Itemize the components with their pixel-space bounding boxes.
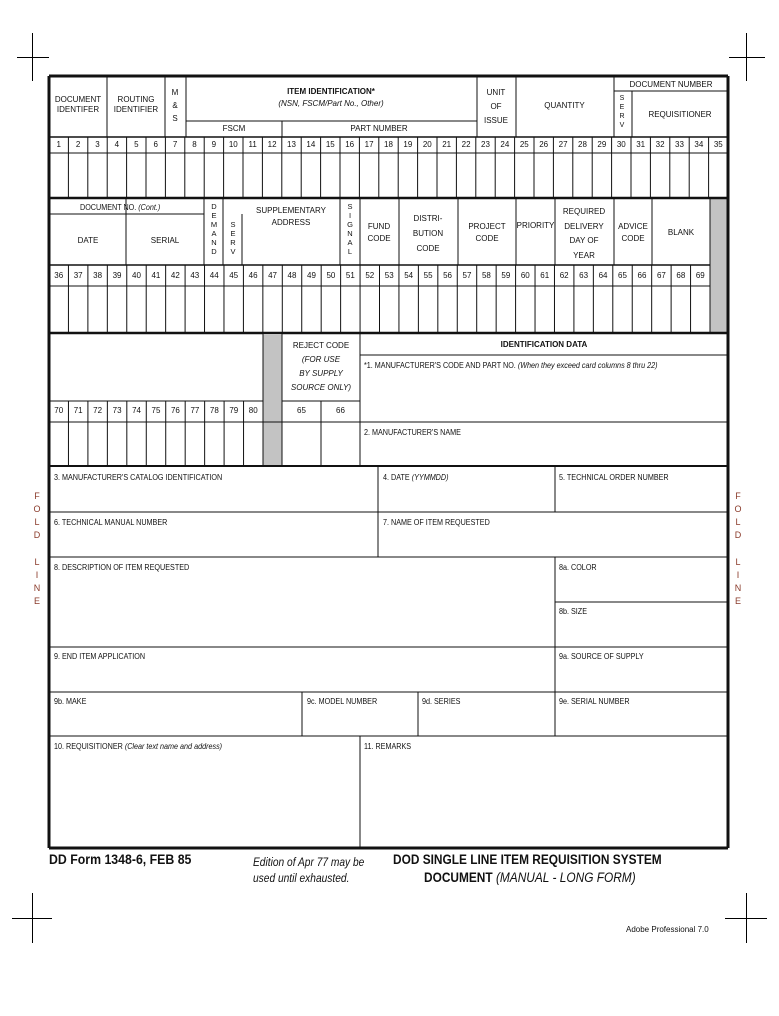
column-number: 62 bbox=[559, 271, 569, 280]
column-number: 29 bbox=[597, 140, 607, 149]
column-number: 45 bbox=[229, 271, 239, 280]
name-of-item-requested-label: 7. NAME OF ITEM REQUESTED bbox=[383, 518, 490, 527]
item-identification-header: ITEM IDENTIFICATION* bbox=[287, 87, 375, 96]
column-number: 11 bbox=[248, 140, 257, 149]
column-number: 19 bbox=[403, 140, 413, 149]
column-number: 6 bbox=[153, 140, 158, 149]
column-number: 44 bbox=[209, 271, 219, 280]
column-number: 43 bbox=[190, 271, 200, 280]
color-label: 8a. COLOR bbox=[559, 563, 597, 572]
model-number-label: 9c. MODEL NUMBER bbox=[307, 697, 378, 706]
column-number: 17 bbox=[364, 140, 374, 149]
column-number: 70 bbox=[54, 406, 64, 415]
identification-data-title: IDENTIFICATION DATA bbox=[500, 340, 588, 349]
left-line-label: L I N E bbox=[33, 557, 41, 606]
right-fold-label: F O L D bbox=[734, 491, 742, 540]
remarks-label: 11. REMARKS bbox=[364, 742, 412, 751]
column-number: 8 bbox=[192, 140, 197, 149]
description-of-item-label: 8. DESCRIPTION OF ITEM REQUESTED bbox=[54, 563, 190, 572]
catalog-identification-label: 3. MANUFACTURER'S CATALOG IDENTIFICATION bbox=[54, 473, 223, 482]
column-number: 21 bbox=[442, 140, 452, 149]
column-number: 33 bbox=[675, 140, 684, 149]
column-number: 5 bbox=[134, 140, 139, 149]
column-number: 51 bbox=[345, 271, 355, 280]
supplementary-address-header: SUPPLEMENTARY ADDRESS bbox=[256, 206, 326, 227]
project-code-header: PROJECT CODE bbox=[468, 222, 506, 243]
column-number: 3 bbox=[95, 140, 100, 149]
column-number: 34 bbox=[694, 140, 704, 149]
signal-header: S I G N A L bbox=[347, 202, 353, 256]
column-number: 76 bbox=[170, 406, 180, 415]
technical-manual-number-label: 6. TECHNICAL MANUAL NUMBER bbox=[54, 518, 168, 527]
column-number: 71 bbox=[73, 406, 83, 415]
requisitioner-label: 10. REQUISITIONER (Clear text name and address) bbox=[54, 742, 223, 751]
source-of-supply-label: 9a. SOURCE OF SUPPLY bbox=[559, 652, 644, 661]
column-number: 31 bbox=[636, 140, 646, 149]
serv-header-row2: S E R V bbox=[230, 220, 236, 256]
software-label: Adobe Professional 7.0 bbox=[626, 925, 709, 934]
column-number: 64 bbox=[598, 271, 608, 280]
advice-code-header: ADVICE CODE bbox=[618, 222, 648, 243]
size-label: 8b. SIZE bbox=[559, 607, 588, 616]
column-number: 68 bbox=[676, 271, 686, 280]
edition-note-line1: Edition of Apr 77 may be bbox=[253, 855, 365, 869]
distribution-code-header: DISTRI- BUTION CODE bbox=[412, 214, 444, 253]
column-number: 75 bbox=[151, 406, 161, 415]
column-number: 16 bbox=[345, 140, 355, 149]
form-id: DD Form 1348-6, FEB 85 bbox=[49, 851, 192, 867]
fund-code-header: FUND CODE bbox=[367, 222, 391, 243]
column-number: 50 bbox=[326, 271, 336, 280]
column-number: 25 bbox=[519, 140, 529, 149]
column-number: 79 bbox=[229, 406, 239, 415]
end-item-application-label: 9. END ITEM APPLICATION bbox=[54, 652, 146, 661]
column-number: 26 bbox=[539, 140, 549, 149]
column-number: 60 bbox=[520, 271, 530, 280]
fscm-header: FSCM bbox=[222, 124, 246, 133]
column-number: 38 bbox=[93, 271, 103, 280]
document-identifier-header: DOCUMENT IDENTIFER bbox=[54, 95, 102, 114]
column-number: 46 bbox=[248, 271, 258, 280]
edition-note-line2: used until exhausted. bbox=[253, 871, 350, 885]
column-number: 32 bbox=[655, 140, 665, 149]
blank-header: BLANK bbox=[667, 228, 695, 237]
required-delivery-header: REQUIRED DELIVERY DAY OF YEAR bbox=[562, 207, 606, 260]
column-number: 67 bbox=[656, 271, 666, 280]
column-number: 61 bbox=[540, 271, 550, 280]
column-number: 58 bbox=[481, 271, 491, 280]
column-number: 54 bbox=[404, 271, 414, 280]
column-number: 72 bbox=[93, 406, 103, 415]
column-number: 2 bbox=[75, 140, 81, 149]
form-title-line2 bbox=[424, 870, 636, 885]
column-number: 73 bbox=[112, 406, 122, 415]
routing-identifier-header: ROUTING IDENTIFIER bbox=[113, 95, 159, 114]
column-number: 74 bbox=[132, 406, 141, 415]
column-number: 65 bbox=[618, 271, 627, 280]
column-number: 22 bbox=[461, 140, 471, 149]
column-number: 80 bbox=[248, 406, 258, 415]
date-header: DATE bbox=[77, 236, 99, 245]
column-number: 1 bbox=[56, 140, 61, 149]
form-title-line1: DOD SINGLE LINE ITEM REQUISITION SYSTEM bbox=[393, 852, 662, 867]
serv-header-row1: S E R V bbox=[619, 95, 625, 129]
column-number: 12 bbox=[267, 140, 277, 149]
column-number: 49 bbox=[307, 271, 316, 280]
manufacturer-code-part-label: *1. MANUFACTURER'S CODE AND PART NO. (When they exceed card columns 8 thru 22) bbox=[364, 361, 658, 370]
reject-code-header: REJECT CODE (FOR USE BY SUPPLY SOURCE ONLY) bbox=[290, 341, 352, 392]
column-number: 42 bbox=[170, 271, 180, 280]
column-number: 55 bbox=[423, 271, 433, 280]
demand-header: D E M A N D bbox=[210, 202, 218, 256]
date-yymmdd-label: 4. DATE (YYMMDD) bbox=[383, 473, 449, 482]
form-title-document: DOCUMENT bbox=[424, 870, 493, 885]
column-number: 18 bbox=[384, 140, 393, 149]
quantity-header: QUANTITY bbox=[544, 101, 585, 110]
column-number: 9 bbox=[211, 140, 217, 149]
requisitioner-header: REQUISITIONER bbox=[648, 110, 712, 119]
column-number: 23 bbox=[481, 140, 490, 149]
series-label: 9d. SERIES bbox=[422, 697, 461, 706]
column-number: 39 bbox=[112, 271, 122, 280]
column-number: 63 bbox=[579, 271, 589, 280]
col-66-number: 66 bbox=[336, 406, 345, 415]
priority-header: PRIORITY bbox=[516, 221, 555, 230]
left-fold-label: F O L D bbox=[33, 491, 41, 540]
column-number: 66 bbox=[637, 271, 647, 280]
column-number: 48 bbox=[287, 271, 297, 280]
manufacturer-name-label: 2. MANUFACTURER'S NAME bbox=[364, 428, 461, 437]
unit-of-issue-header: UNIT OF ISSUE bbox=[483, 88, 508, 125]
column-number: 35 bbox=[713, 140, 723, 149]
column-number: 47 bbox=[268, 271, 278, 280]
column-number: 10 bbox=[228, 140, 238, 149]
column-number: 57 bbox=[462, 271, 472, 280]
item-identification-subheader: (NSN, FSCM/Part No., Other) bbox=[278, 99, 384, 108]
column-number: 15 bbox=[325, 140, 335, 149]
serial-number-label: 9e. SERIAL NUMBER bbox=[559, 697, 630, 706]
column-number: 27 bbox=[558, 140, 568, 149]
column-number: 56 bbox=[443, 271, 452, 280]
column-number: 28 bbox=[578, 140, 587, 149]
make-label: 9b. MAKE bbox=[54, 697, 87, 706]
form-title-manual-long-form: (MANUAL - LONG FORM) bbox=[495, 870, 636, 885]
column-number: 7 bbox=[172, 140, 178, 149]
column-number: 78 bbox=[209, 406, 219, 415]
column-number: 53 bbox=[384, 271, 394, 280]
column-number: 69 bbox=[695, 271, 705, 280]
document-no-cont-header: DOCUMENT NO. (Cont.) bbox=[80, 203, 161, 212]
right-line-label: L I N E bbox=[734, 557, 742, 606]
column-number: 13 bbox=[287, 140, 296, 149]
serial-header: SERIAL bbox=[150, 236, 180, 245]
column-number: 30 bbox=[616, 140, 626, 149]
column-number: 59 bbox=[501, 271, 511, 280]
column-number: 20 bbox=[422, 140, 432, 149]
col-65-number: 65 bbox=[297, 406, 306, 415]
column-number: 40 bbox=[132, 271, 141, 280]
part-number-header: PART NUMBER bbox=[350, 124, 408, 133]
technical-order-number-label: 5. TECHNICAL ORDER NUMBER bbox=[559, 473, 669, 482]
document-number-header: DOCUMENT NUMBER bbox=[629, 80, 713, 89]
column-number: 52 bbox=[365, 271, 375, 280]
column-number: 4 bbox=[114, 140, 120, 149]
column-number: 77 bbox=[190, 406, 200, 415]
column-number: 14 bbox=[306, 140, 316, 149]
column-number: 41 bbox=[151, 271, 161, 280]
ms-header: M & S bbox=[171, 88, 179, 123]
column-number: 36 bbox=[54, 271, 64, 280]
column-number: 37 bbox=[73, 271, 83, 280]
column-number: 24 bbox=[500, 140, 510, 149]
